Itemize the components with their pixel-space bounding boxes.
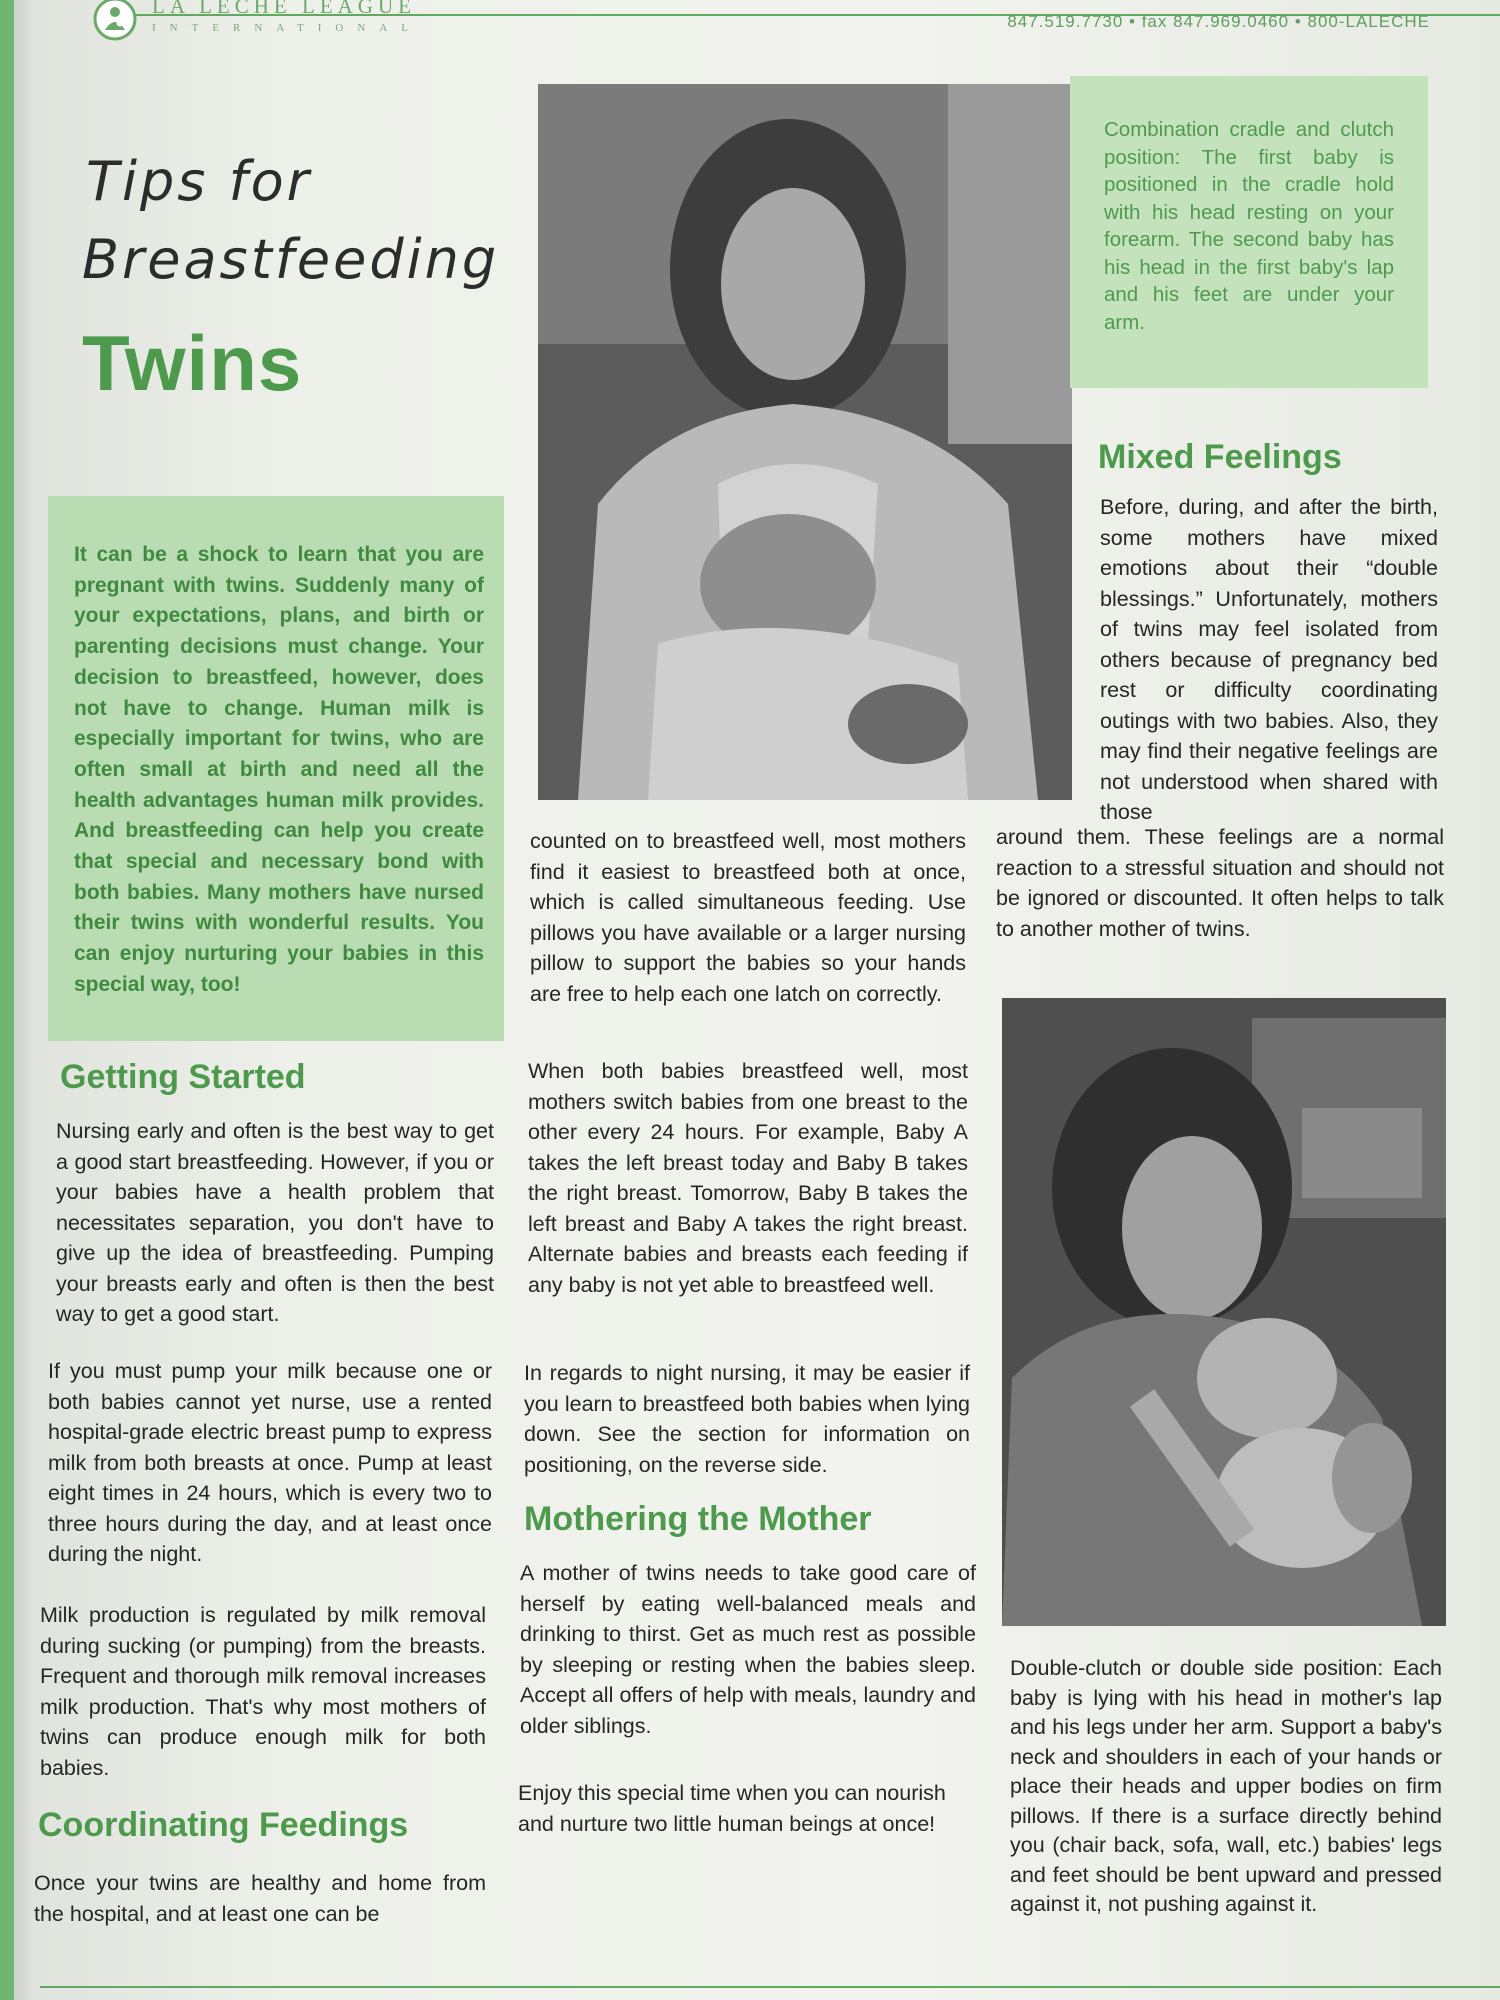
getting-started-p1: Nursing early and often is the best way to get a good start breastfeeding. However, if you or your babies have a health problem that necessitates separation, you don't have to give up the idea of breastfeeding. Pumping your breasts early and often is then the best way to get a good start. [56,1119,494,1326]
mothering-p2: Enjoy this special time when you can nourish and nurture two little human beings at once! [518,1781,946,1836]
left-green-stripe [0,0,14,2000]
title-line-2: Breastfeeding [82,228,500,291]
org-subtitle: INTERNATIONAL [152,22,422,34]
caption-combination: Combination cradle and clutch position: The first baby is positioned in the cradle hold with his head resting on your forearm. The second baby has his head in the first baby's lap and his feet are under your arm. [1104,118,1394,334]
mothering-p1: A mother of twins needs to take good care of herself by eating well-balanced meals and drinking to thirst. Get as much rest as possible by sleeping or resting when the babies sleep. Accept all offers of help with meals, laundry and older siblings. [520,1561,976,1738]
heading-coordinating-feedings: Coordinating Feedings [38,1806,409,1844]
getting-started-p2: If you must pump your milk because one or both babies cannot yet nurse, use a rented hospital-grade electric breast pump to express milk from both breasts at once. Pump at least eight times in 24 hours, which is every two to three hours during the day, and at least once during the night. [48,1359,492,1566]
page-fold-shadow [14,0,34,2000]
intro-text: It can be a shock to learn that you are pregnant with twins. Suddenly many of your expectations, plans, and birth or parenting decisions must change. Your decision to breastfeed, however, does not have to change. Human milk is especially important for twins, who are often small at birth and need all the health advantages human milk provides. And breastfeeding can help you create that special and necessary bond with both babies. Many mothers have nursed their twins with wonderful results. You can enjoy nurturing your babies in this special way, too! [74,543,484,996]
caption-combination-box [1070,76,1428,388]
intro-box [48,496,504,1041]
caption-double-clutch: Double-clutch or double side position: Each baby is lying with his head in mother's lap and his legs under her arm. Support a baby's neck and shoulders in each of your hands or place their heads and upper bodies on firm pillows. If there is a surface directly behind you (chair back, sofa, wall, etc.) babies' legs and feet should be bent upward and pressed against it, not pushing against it. [1010,1656,1442,1916]
photo-double-clutch-position [1002,998,1446,1626]
mixed-feelings-p1-top: Before, during, and after the birth, some mothers have mixed emotions about their “double blessings.” Unfortunately, mothers of twins may feel isolated from others because of pregnancy bed rest or difficulty coordinating outings with two babies. Also, they may find their negative feelings are not understood when shared with those [1100,495,1438,824]
org-name: LA LECHE LEAGUE [152,0,416,18]
getting-started-p3: Milk production is regulated by milk removal during sucking (or pumping) from the breasts. Frequent and thorough milk removal increases milk production. That's why most mothers of twins can produce enough milk for both babies. [40,1603,486,1780]
photo-double-clutch-image [1002,998,1446,1626]
footer-rule [40,1986,1500,1988]
contact-numbers: 847.519.7730 • fax 847.969.0460 • 800-LALECHE [1007,12,1430,31]
coordinating-p2: When both babies breastfeed well, most mothers switch babies from one breast to the other every 24 hours. For example, Baby A takes the left breast today and Baby B takes the right breast. Tomorrow, Baby B takes the left breast and Baby A takes the right breast. Alternate babies and breasts each feeding if any baby is not yet able to breastfeed well. [528,1059,968,1297]
heading-mothering-the-mother: Mothering the Mother [524,1500,872,1538]
coordinating-p1-cont: counted on to breastfeed well, most mothers find it easiest to breastfeed both at once, which is called simultaneous feeding. Use pillows you have available or a larger nursing pillow to support the babies so your hands are free to help each one latch on correctly. [530,829,966,1006]
photo-combination-position [538,84,1072,800]
la-leche-logo-icon [92,0,138,42]
title-line-1: Tips for [86,150,312,213]
heading-mixed-feelings: Mixed Feelings [1098,438,1342,476]
heading-getting-started: Getting Started [60,1058,306,1096]
photo-combination-image [538,84,1072,800]
mixed-feelings-p1-bottom: around them. These feelings are a normal reaction to a stressful situation and should not be ignored or discounted. It often helps to talk to another mother of twins. [996,825,1444,941]
coordinating-p3: In regards to night nursing, it may be easier if you learn to breastfeed both babies when lying down. See the section for information on positioning, on the reverse side. [524,1361,970,1477]
coordinating-p1-start: Once your twins are healthy and home from the hospital, and at least one can be [34,1871,486,1926]
title-twins: Twins [82,319,303,407]
